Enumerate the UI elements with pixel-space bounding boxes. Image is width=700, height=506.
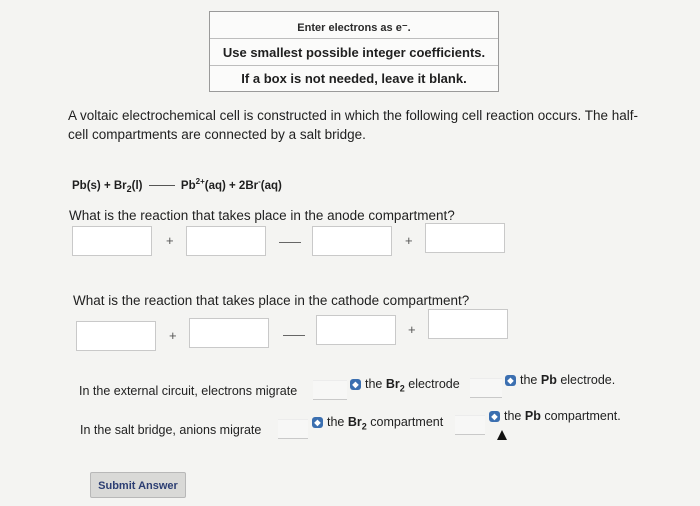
problem-intro: A voltaic electrochemical cell is constructed in which the following cell reaction occurs. The half-cell compartments are connected by a salt bridge. [68,108,639,142]
reaction-right-charge2: - [258,177,261,186]
reaction-right-a: Pb [180,179,196,192]
salt-bridge-select-2[interactable] [455,415,485,435]
instruction-blank: If a box is not needed, leave it blank. [241,71,467,86]
salt-bridge-label: In the salt bridge, anions migrate [80,423,262,437]
reaction-right-c: (aq) [260,179,282,192]
salt-bridge-option-br2[interactable]: ◆ the $Br_2$ compartment [312,415,443,432]
reaction-right-b: (aq) + 2Br [204,179,259,192]
anode-plus-1: + [166,233,174,248]
reaction-left-subscript: 2 [126,184,132,195]
mouse-cursor-icon [497,430,507,440]
external-circuit-label: In the external circuit, electrons migrate [79,384,298,398]
radio-icon: ◆ [505,375,516,386]
cathode-box-4[interactable] [428,309,508,339]
external-circuit-select-2[interactable] [470,378,502,398]
cathode-question: What is the reaction that takes place in the cathode compartment? [73,293,470,308]
instructions-box [209,11,499,92]
anode-box-4[interactable] [425,223,505,253]
radio-icon: ◆ [489,411,500,422]
cathode-box-2[interactable] [189,318,269,348]
radio-icon: ◆ [350,379,361,390]
cathode-box-3[interactable] [316,315,396,345]
radio-icon: ◆ [312,417,323,428]
external-option-br2[interactable]: ◆ the $Br_2$ electrode [350,377,460,394]
reaction-left-state: (l) [131,179,143,192]
anode-arrow [279,242,301,243]
instruction-coefficients: Use smallest possible integer coefficients. [210,39,498,66]
salt-bridge-select[interactable] [278,419,308,439]
instruction-electrons: Enter electrons as e⁻. [210,12,498,39]
cathode-box-1[interactable] [76,321,156,351]
anode-plus-2: + [405,233,413,248]
anode-box-3[interactable] [312,226,392,256]
external-option-pb[interactable]: ◆ the Pb electrode. [505,373,615,387]
external-circuit-select[interactable] [313,380,347,400]
cell-reaction [72,177,282,194]
reaction-left: Pb(s) + Br [72,179,127,192]
cathode-plus-2: + [408,322,416,337]
salt-bridge-option-pb[interactable]: ◆ the Pb compartment. [489,409,621,423]
reaction-right-charge: 2+ [195,177,205,186]
anode-box-2[interactable] [186,226,266,256]
cathode-plus-1: + [169,328,177,343]
anode-box-1[interactable] [72,226,152,256]
cathode-arrow [283,335,305,336]
submit-answer-button[interactable]: Submit Answer [90,472,186,498]
reaction-arrow [149,185,175,186]
anode-question: What is the reaction that takes place in the anode compartment? [69,208,455,223]
